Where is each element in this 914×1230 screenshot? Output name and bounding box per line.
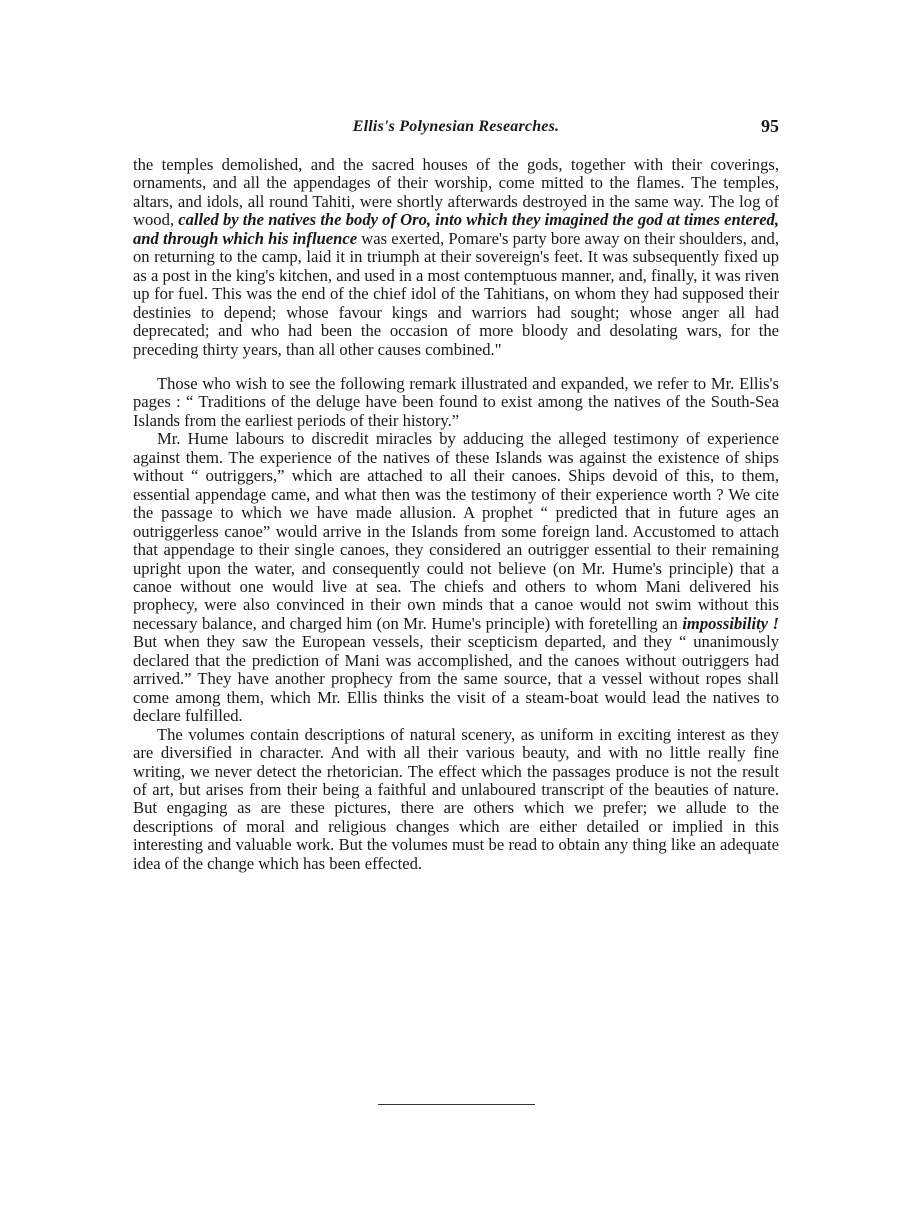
paragraph-3 — [133, 430, 779, 725]
paragraph-2 — [133, 375, 779, 430]
paragraph-4-text: The volumes contain descriptions of natural scenery, as uniform in exciting interest as they are diversified in character. And with all their various beauty, and with no little really fine writing, we never detect the rhetorician. The effect which the passages produce is not the result of art, but arises from their being a faithful and unlaboured transcript of the beauties of nature. But engaging as are these pictures, there are others which we prefer; we allude to the descriptions of moral and religious changes which are either detailed or implied in this interesting and valuable work. But the volumes must be read to obtain any thing like an adequate idea of the change which has been effected. — [133, 724, 779, 873]
divider-line — [378, 1104, 535, 1105]
paragraph-3-text-a: Mr. Hume labours to discredit miracles by adducing the alleged testimony of experience against them. The experience of the natives of these Islands was against the existence of ships without “ outriggers,” which are attached to all their canoes. Ships devoid of this, to them, essential appendage came, and what then was the testimony of their experience worth ? We cite the passage to which we have made allusion. A prophet “ predicted that in future ages an outriggerless canoe” would arrive in the Islands from some foreign land. Accustomed to attach that appendage to their single canoes, they considered an outrigger essential to their remaining upright upon the water, and consequently could not believe (on Mr. Hume's principle) that a canoe without one would live at sea. The chiefs and others to whom Mani delivered his prophecy, were also convinced in their own minds that a canoe would not swim without this necessary balance, and charged him (on Mr. Hume's principle) with foretelling an — [133, 429, 779, 633]
paragraph-2-text: Those who wish to see the following remark illustrated and expanded, we refer to Mr. Ellis's pages : “ Traditions of the deluge have been found to exist among the natives of the South-Sea Islands from the earliest periods of their history.” — [133, 373, 779, 430]
section-divider — [378, 1104, 535, 1106]
paragraph-1-italic: called by the natives the body of Oro, into which they imagined the god at times entered, and through which his influence — [133, 210, 780, 248]
paragraph-3-text-b: But when they saw the European vessels, their scepticism departed, and they “ unanimously declared that the prediction of Mani was accomplished, and the canoes without outriggers had arrived.” They have another prophecy from the same source, that a vessel without ropes shall come among them, which Mr. Ellis thinks the visit of a steam-boat would lead the natives to declare fulfilled. — [133, 632, 779, 726]
paragraph-3-italic: impossibility ! — [682, 613, 779, 633]
paragraph-1-text-a: the temples demolished, and the sacred houses of the gods, together with their coverings, ornaments, and all the appendages of their worship, come mitted to the flames. The temples, altars, and idols, all round Tahiti, were shortly afterwards destroyed in the same way. The log of wood, — [133, 155, 779, 230]
paragraph-1 — [133, 156, 779, 359]
paragraph-4 — [133, 726, 779, 874]
body-text — [133, 156, 779, 873]
paragraph-1-text-b: was exerted, Pomare's party bore away on their shoulders, and, on returning to the camp, laid it in triumph at their sovereign's feet. It was subsequently fixed up as a post in the king's kitchen, and used in a most contemptuous manner, and, finally, it was riven up for fuel. This was the end of the chief idol of the Tahitians, on whom they had supposed their destinies to depend; whose favour kings and warriors had sought; whose anger all had deprecated; and who had been the occasion of more bloody and desolating wars, for the preceding thirty years, than all other causes combined." — [133, 228, 779, 359]
running-title: Ellis's Polynesian Researches. — [352, 118, 560, 135]
running-head — [133, 118, 779, 140]
page-number: 95 — [761, 116, 779, 136]
document-page — [133, 118, 779, 873]
